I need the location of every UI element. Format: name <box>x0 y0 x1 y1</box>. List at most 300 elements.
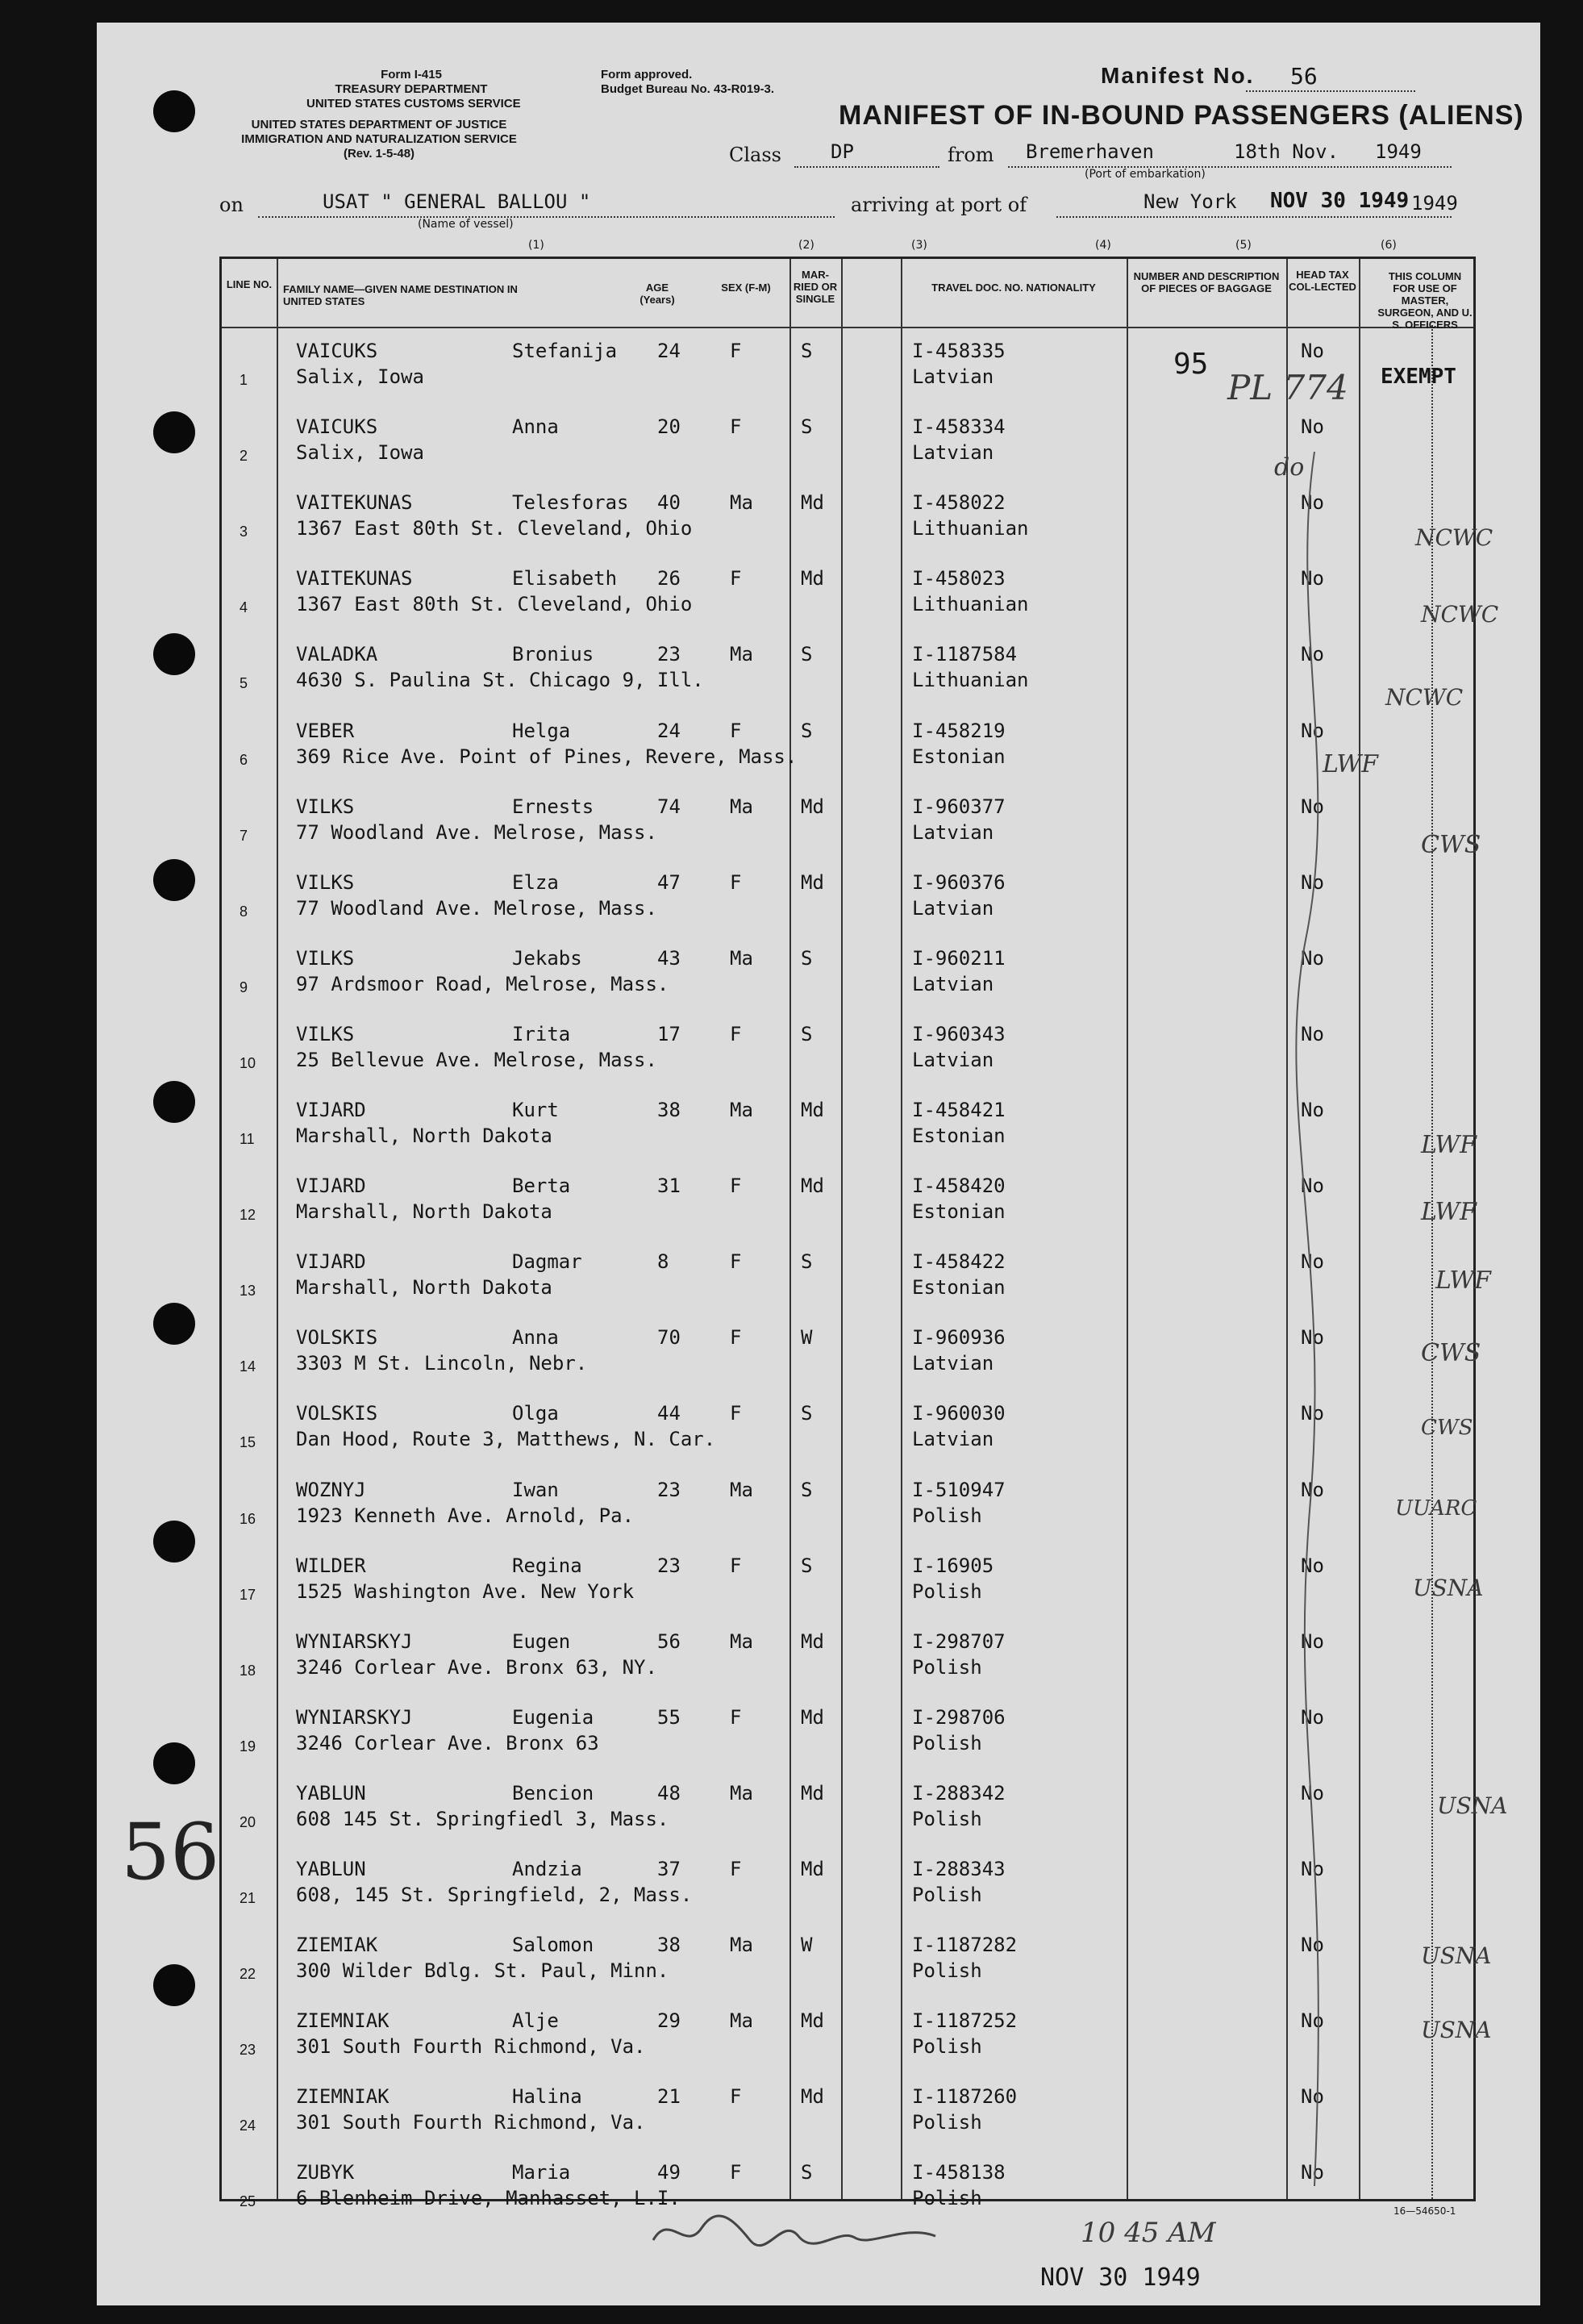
age: 47 <box>657 870 681 894</box>
given-name: Kurt <box>512 1099 559 1121</box>
given-name: Eugenia <box>512 1705 594 1729</box>
marital-status: Md <box>801 795 824 818</box>
sex: F <box>730 567 742 590</box>
age: 37 <box>657 1858 681 1880</box>
given-name: Salomon <box>512 1934 594 1957</box>
sex: Ma <box>730 1478 753 1501</box>
age: 17 <box>657 1022 681 1045</box>
age: 23 <box>657 1554 681 1577</box>
head-tax: No <box>1301 415 1324 439</box>
head-tax: No <box>1301 1478 1324 1501</box>
from-value: Bremerhaven <box>1026 140 1154 163</box>
marital-status: Md <box>801 870 824 894</box>
agency-lwf: LWF <box>1323 750 1378 778</box>
agency-ncwc: NCWC <box>1415 524 1493 551</box>
head-tax: No <box>1301 1022 1324 1045</box>
family-name: VEBER <box>296 719 355 742</box>
age: 74 <box>657 795 681 818</box>
family-name: VAITEKUNAS <box>296 491 413 515</box>
time-annotation: 10 45 AM <box>1081 2217 1216 2249</box>
page-title: MANIFEST OF IN-BOUND PASSENGERS (ALIENS) <box>839 100 1524 131</box>
family-name: VOLSKIS <box>296 1326 378 1350</box>
nationality: Polish <box>912 2035 982 2059</box>
nationality: Latvian <box>912 896 994 920</box>
travel-doc-no: I-458335 <box>912 340 1006 362</box>
marital-status: Md <box>801 1175 824 1198</box>
sex: F <box>730 870 742 894</box>
family-name: VIJARD <box>296 1175 366 1198</box>
family-name: WYNIARSKYJ <box>296 1629 413 1653</box>
given-name: Alje <box>512 2009 559 2033</box>
sex: Ma <box>730 2009 753 2033</box>
marital-status: S <box>801 1478 813 1501</box>
destination: 1367 East 80th St. Cleveland, Ohio <box>296 593 693 616</box>
sex: Ma <box>730 1629 753 1653</box>
family-name: VILKS <box>296 1022 355 1045</box>
travel-doc-no: I-960376 <box>912 870 1006 894</box>
destination: 3246 Corlear Ave. Bronx 63, NY. <box>296 1655 657 1679</box>
head-tax: No <box>1301 1554 1324 1577</box>
col-header-line: LINE NO. <box>226 278 273 290</box>
line-number: 25 <box>240 2193 256 2210</box>
agency-usna: USNA <box>1413 1575 1484 1601</box>
marital-status: S <box>801 946 813 970</box>
destination: Marshall, North Dakota <box>296 1276 552 1300</box>
travel-doc-no: I-458421 <box>912 1099 1006 1121</box>
line-number: 13 <box>240 1283 256 1300</box>
travel-doc-no: I-458138 <box>912 2161 1006 2184</box>
from-label: from <box>948 144 994 166</box>
destination: Marshall, North Dakota <box>296 1124 552 1147</box>
travel-doc-no: I-288343 <box>912 1858 1006 1880</box>
ins-label: IMMIGRATION AND NATURALIZATION SERVICE <box>241 132 517 146</box>
marital-status: S <box>801 1402 813 1425</box>
age: 48 <box>657 1781 681 1805</box>
head-tax: No <box>1301 1326 1324 1350</box>
nationality: Polish <box>912 1579 982 1603</box>
sex: Ma <box>730 643 753 666</box>
given-name: Maria <box>512 2161 571 2184</box>
head-tax: No <box>1301 1705 1324 1729</box>
travel-doc-no: I-458022 <box>912 491 1006 515</box>
nationality: Latvian <box>912 1352 994 1375</box>
destination: 6 Blenheim Drive, Manhasset, L.I. <box>296 2187 681 2210</box>
nationality: Latvian <box>912 441 994 465</box>
nationality: Polish <box>912 1959 982 1983</box>
punch-hole <box>153 1964 195 2006</box>
line-number: 10 <box>240 1054 256 1071</box>
date-value: 18th Nov. <box>1234 140 1339 163</box>
given-name: Elza <box>512 870 559 894</box>
agency-usna: USNA <box>1421 1942 1492 1969</box>
destination: 301 South Fourth Richmond, Va. <box>296 2035 646 2059</box>
travel-doc-no: I-1187584 <box>912 643 1018 666</box>
agency-usna: USNA <box>1421 2017 1492 2043</box>
baggage: 95 <box>1173 348 1209 381</box>
family-name: VILKS <box>296 946 355 970</box>
marital-status: S <box>801 643 813 666</box>
marital-status: Md <box>801 1781 824 1805</box>
arriving-label: arriving at port of <box>851 194 1027 216</box>
head-tax: No <box>1301 719 1324 742</box>
sex: F <box>730 415 742 439</box>
marital-status: S <box>801 415 813 439</box>
travel-doc-no: I-458219 <box>912 719 1006 742</box>
given-name: Eugen <box>512 1629 571 1653</box>
col-header-tax: HEAD TAX COL-LECTED <box>1289 269 1356 293</box>
manifest-no-value: 56 <box>1290 63 1318 90</box>
exempt-stamp: EXEMPT <box>1381 365 1456 389</box>
marital-status: S <box>801 1250 813 1274</box>
family-name: ZIEMNIAK <box>296 2009 390 2033</box>
given-name: Iwan <box>512 1478 559 1501</box>
marital-status: Md <box>801 1099 824 1121</box>
nationality: Latvian <box>912 1428 994 1451</box>
destination: Dan Hood, Route 3, Matthews, N. Car. <box>296 1428 716 1451</box>
travel-doc-no: I-960377 <box>912 795 1006 818</box>
nationality: Polish <box>912 1655 982 1679</box>
given-name: Anna <box>512 1326 559 1350</box>
col-header-officers: THIS COLUMN FOR USE OF MASTER, SURGEON, AND U. S. OFFICERS <box>1377 270 1473 331</box>
age: 21 <box>657 2085 681 2109</box>
age: 38 <box>657 1934 681 1957</box>
sex: F <box>730 340 742 362</box>
travel-doc-no: I-960211 <box>912 946 1006 970</box>
line-number: 2 <box>240 448 248 465</box>
head-tax: No <box>1301 2085 1324 2109</box>
marital-status: Md <box>801 1705 824 1729</box>
sex: Ma <box>730 1099 753 1121</box>
age: 24 <box>657 719 681 742</box>
nationality: Lithuanian <box>912 517 1029 540</box>
head-tax: No <box>1301 2009 1324 2033</box>
destination: 301 South Fourth Richmond, Va. <box>296 2111 646 2134</box>
punch-hole <box>153 1303 195 1345</box>
age: 24 <box>657 340 681 362</box>
col-number: (1) <box>528 239 544 252</box>
head-tax: No <box>1301 1934 1324 1957</box>
head-tax: No <box>1301 870 1324 894</box>
travel-doc-no: I-1187252 <box>912 2009 1018 2033</box>
destination: 3246 Corlear Ave. Bronx 63 <box>296 1731 599 1754</box>
travel-doc-no: I-458420 <box>912 1175 1006 1198</box>
head-tax: No <box>1301 340 1324 362</box>
sex: Ma <box>730 946 753 970</box>
travel-doc-no: I-298707 <box>912 1629 1006 1653</box>
destination: 97 Ardsmoor Road, Melrose, Mass. <box>296 972 669 995</box>
age: 43 <box>657 946 681 970</box>
marital-status: W <box>801 1934 813 1957</box>
age: 44 <box>657 1402 681 1425</box>
col-header-sex: SEX (F-M) <box>721 282 771 294</box>
sex: Ma <box>730 795 753 818</box>
given-name: Bronius <box>512 643 594 666</box>
marital-status: S <box>801 1022 813 1045</box>
given-name: Anna <box>512 415 559 439</box>
given-name: Olga <box>512 1402 559 1425</box>
travel-doc-no: I-458334 <box>912 415 1006 439</box>
agency-ncwc: NCWC <box>1385 684 1464 711</box>
line-number: 4 <box>240 599 248 616</box>
punch-hole <box>153 633 195 675</box>
family-name: VIJARD <box>296 1250 366 1274</box>
head-tax: No <box>1301 1175 1324 1198</box>
nationality: Polish <box>912 2111 982 2134</box>
treasury-label: TREASURY DEPARTMENT <box>335 82 488 96</box>
form-block <box>306 68 521 111</box>
line-number: 17 <box>240 1586 256 1603</box>
destination: Marshall, North Dakota <box>296 1200 552 1224</box>
officer-signature <box>645 2204 952 2260</box>
footer-code: 16—54650-1 <box>1393 2205 1456 2217</box>
budget-bureau: Budget Bureau No. 43-R019-3. <box>601 82 775 96</box>
agency-lwf: LWF <box>1421 1131 1477 1159</box>
line-number: 5 <box>240 675 248 692</box>
head-tax: No <box>1301 1858 1324 1880</box>
ditto-annotation: do <box>1274 453 1305 482</box>
sex: F <box>730 1250 742 1274</box>
travel-doc-no: I-960343 <box>912 1022 1006 1045</box>
agency-cws: CWS <box>1421 1339 1481 1367</box>
destination: 369 Rice Ave. Point of Pines, Revere, Mass. <box>296 745 798 768</box>
family-name: ZUBYK <box>296 2161 355 2184</box>
head-tax: No <box>1301 643 1324 666</box>
nationality: Polish <box>912 2187 982 2210</box>
head-tax: No <box>1301 1781 1324 1805</box>
line-number: 20 <box>240 1813 256 1830</box>
sex: F <box>730 1326 742 1350</box>
sex: F <box>730 1705 742 1729</box>
port-embarkation-note: (Port of embarkation) <box>1085 168 1206 181</box>
travel-doc-no: I-458422 <box>912 1250 1006 1274</box>
nationality: Latvian <box>912 820 994 844</box>
agency-cws: CWS <box>1421 831 1481 859</box>
given-name: Elisabeth <box>512 567 618 590</box>
agency-lwf: LWF <box>1421 1198 1477 1226</box>
head-tax: No <box>1301 1099 1324 1121</box>
destination: 1525 Washington Ave. New York <box>296 1579 635 1603</box>
given-name: Helga <box>512 719 571 742</box>
head-tax: No <box>1301 567 1324 590</box>
col-number: (2) <box>798 239 814 252</box>
family-name: WYNIARSKYJ <box>296 1705 413 1729</box>
sex: Ma <box>730 491 753 515</box>
destination: 608, 145 St. Springfield, 2, Mass. <box>296 1884 693 1906</box>
class-label: Class <box>729 144 781 166</box>
form-approved: Form approved. <box>601 68 693 81</box>
nationality: Latvian <box>912 1048 994 1071</box>
col-header-baggage: NUMBER AND DESCRIPTION OF PIECES OF BAGGAGE <box>1133 270 1280 294</box>
agency-cws: CWS <box>1421 1416 1473 1440</box>
line-number: 12 <box>240 1207 256 1224</box>
col-number: (3) <box>911 239 927 252</box>
given-name: Stefanija <box>512 340 618 362</box>
travel-doc-no: I-1187260 <box>912 2085 1018 2109</box>
marital-status: Md <box>801 1629 824 1653</box>
age: 31 <box>657 1175 681 1198</box>
pl-annotation: PL 774 <box>1227 368 1348 407</box>
marital-status: Md <box>801 2085 824 2109</box>
sex: F <box>730 2161 742 2184</box>
line-number: 16 <box>240 1510 256 1527</box>
vessel-name: USAT " GENERAL BALLOU " <box>323 190 591 213</box>
marital-status: Md <box>801 567 824 590</box>
agency-uuarc: UUARC <box>1395 1496 1477 1521</box>
marital-status: S <box>801 2161 813 2184</box>
age: 56 <box>657 1629 681 1653</box>
destination: 608 145 St. Springfiedl 3, Mass. <box>296 1807 669 1830</box>
agency-usna: USNA <box>1437 1792 1508 1819</box>
nationality: Polish <box>912 1884 982 1906</box>
customs-label: UNITED STATES CUSTOMS SERVICE <box>306 97 521 111</box>
family-name: VAITEKUNAS <box>296 567 413 590</box>
approval-block <box>601 68 774 97</box>
line-number: 7 <box>240 827 248 844</box>
nationality: Estonian <box>912 1200 1006 1224</box>
nationality: Latvian <box>912 972 994 995</box>
line-number: 24 <box>240 2117 256 2134</box>
family-name: ZIEMIAK <box>296 1934 378 1957</box>
line-number: 1 <box>240 372 248 388</box>
family-name: VOLSKIS <box>296 1402 378 1425</box>
travel-doc-no: I-16905 <box>912 1554 994 1577</box>
nationality: Polish <box>912 1807 982 1830</box>
arrival-year: 1949 <box>1411 192 1458 215</box>
travel-doc-no: I-288342 <box>912 1781 1006 1805</box>
line-number: 19 <box>240 1738 256 1754</box>
punch-hole <box>153 1742 195 1784</box>
nationality: Estonian <box>912 1276 1006 1300</box>
nationality: Lithuanian <box>912 669 1029 692</box>
manifest-no-label: Manifest No. <box>1101 63 1255 88</box>
head-tax: No <box>1301 2161 1324 2184</box>
given-name: Halina <box>512 2085 582 2109</box>
destination: 4630 S. Paulina St. Chicago 9, Ill. <box>296 669 704 692</box>
line-number: 14 <box>240 1358 256 1375</box>
line-number: 8 <box>240 903 248 920</box>
year-value: 1949 <box>1375 140 1422 163</box>
travel-doc-no: I-960030 <box>912 1402 1006 1425</box>
sex: Ma <box>730 1781 753 1805</box>
sex: F <box>730 1022 742 1045</box>
age: 29 <box>657 2009 681 2033</box>
family-name: VAICUKS <box>296 340 378 362</box>
nationality: Estonian <box>912 1124 1006 1147</box>
col-number: (5) <box>1235 239 1252 252</box>
sex: F <box>730 719 742 742</box>
line-number: 23 <box>240 2042 256 2059</box>
arrival-port: New York <box>1144 190 1237 213</box>
given-name: Telesforas <box>512 491 629 515</box>
age: 55 <box>657 1705 681 1729</box>
punch-hole <box>153 90 195 132</box>
sex: Ma <box>730 1934 753 1957</box>
given-name: Bencion <box>512 1781 594 1805</box>
marital-status: S <box>801 340 813 362</box>
line-number: 11 <box>240 1131 255 1147</box>
destination: 300 Wilder Bdlg. St. Paul, Minn. <box>296 1959 669 1983</box>
head-tax: No <box>1301 1402 1324 1425</box>
punch-hole <box>153 859 195 901</box>
family-name: VAICUKS <box>296 415 378 439</box>
family-name: WILDER <box>296 1554 366 1577</box>
head-tax: No <box>1301 1629 1324 1653</box>
sex: F <box>730 1175 742 1198</box>
class-value: DP <box>831 140 854 163</box>
nationality: Estonian <box>912 745 1006 768</box>
given-name: Regina <box>512 1554 582 1577</box>
head-tax: No <box>1301 946 1324 970</box>
destination: 3303 M St. Lincoln, Nebr. <box>296 1352 588 1375</box>
col-header-married: MAR-RIED OR SINGLE <box>793 269 838 305</box>
family-name: VALADKA <box>296 643 378 666</box>
age: 40 <box>657 491 681 515</box>
destination: 1367 East 80th St. Cleveland, Ohio <box>296 517 693 540</box>
nationality: Lithuanian <box>912 593 1029 616</box>
marital-status: S <box>801 719 813 742</box>
rev-label: (Rev. 1-5-48) <box>343 147 415 161</box>
head-tax: No <box>1301 795 1324 818</box>
pencil-line <box>1282 452 1347 2194</box>
sex: F <box>730 1858 742 1880</box>
marital-status: W <box>801 1326 813 1350</box>
arrival-stamp: NOV 30 1949 <box>1270 189 1410 213</box>
col-header-age: AGE (Years) <box>639 282 675 306</box>
side-number: 56 <box>121 1807 220 1897</box>
travel-doc-no: I-960936 <box>912 1326 1006 1350</box>
family-name: YABLUN <box>296 1858 366 1880</box>
vessel-note: (Name of vessel) <box>418 218 514 231</box>
col-header-name: FAMILY NAME—GIVEN NAME DESTINATION IN UNITED STATES <box>283 283 518 307</box>
age: 23 <box>657 1478 681 1501</box>
doj-block <box>218 118 540 161</box>
given-name: Andzia <box>512 1858 582 1880</box>
head-tax: No <box>1301 491 1324 515</box>
travel-doc-no: I-298706 <box>912 1705 1006 1729</box>
destination: Salix, Iowa <box>296 365 424 388</box>
punch-hole <box>153 1081 195 1123</box>
family-name: ZIEMNIAK <box>296 2085 390 2109</box>
line-number: 18 <box>240 1662 256 1679</box>
sex: F <box>730 1402 742 1425</box>
col-number: (4) <box>1095 239 1111 252</box>
age: 8 <box>657 1250 669 1274</box>
form-number: Form I-415 <box>381 68 442 81</box>
on-label: on <box>219 194 244 216</box>
age: 23 <box>657 643 681 666</box>
given-name: Ernests <box>512 795 594 818</box>
line-number: 6 <box>240 751 248 768</box>
travel-doc-no: I-1187282 <box>912 1934 1018 1957</box>
marital-status: S <box>801 1554 813 1577</box>
marital-status: Md <box>801 491 824 515</box>
travel-doc-no: I-510947 <box>912 1478 1006 1501</box>
given-name: Irita <box>512 1022 571 1045</box>
nationality: Latvian <box>912 365 994 388</box>
head-tax: No <box>1301 1250 1324 1274</box>
col-header-travel: TRAVEL DOC. NO. NATIONALITY <box>931 282 1096 294</box>
age: 38 <box>657 1099 681 1121</box>
given-name: Dagmar <box>512 1250 582 1274</box>
line-number: 15 <box>240 1434 256 1451</box>
age: 26 <box>657 567 681 590</box>
bottom-date-stamp: NOV 30 1949 <box>1040 2264 1201 2292</box>
col-number: (6) <box>1381 239 1397 252</box>
given-name: Berta <box>512 1175 571 1198</box>
family-name: WOZNYJ <box>296 1478 366 1501</box>
line-number: 9 <box>240 978 248 995</box>
destination: 77 Woodland Ave. Melrose, Mass. <box>296 896 657 920</box>
